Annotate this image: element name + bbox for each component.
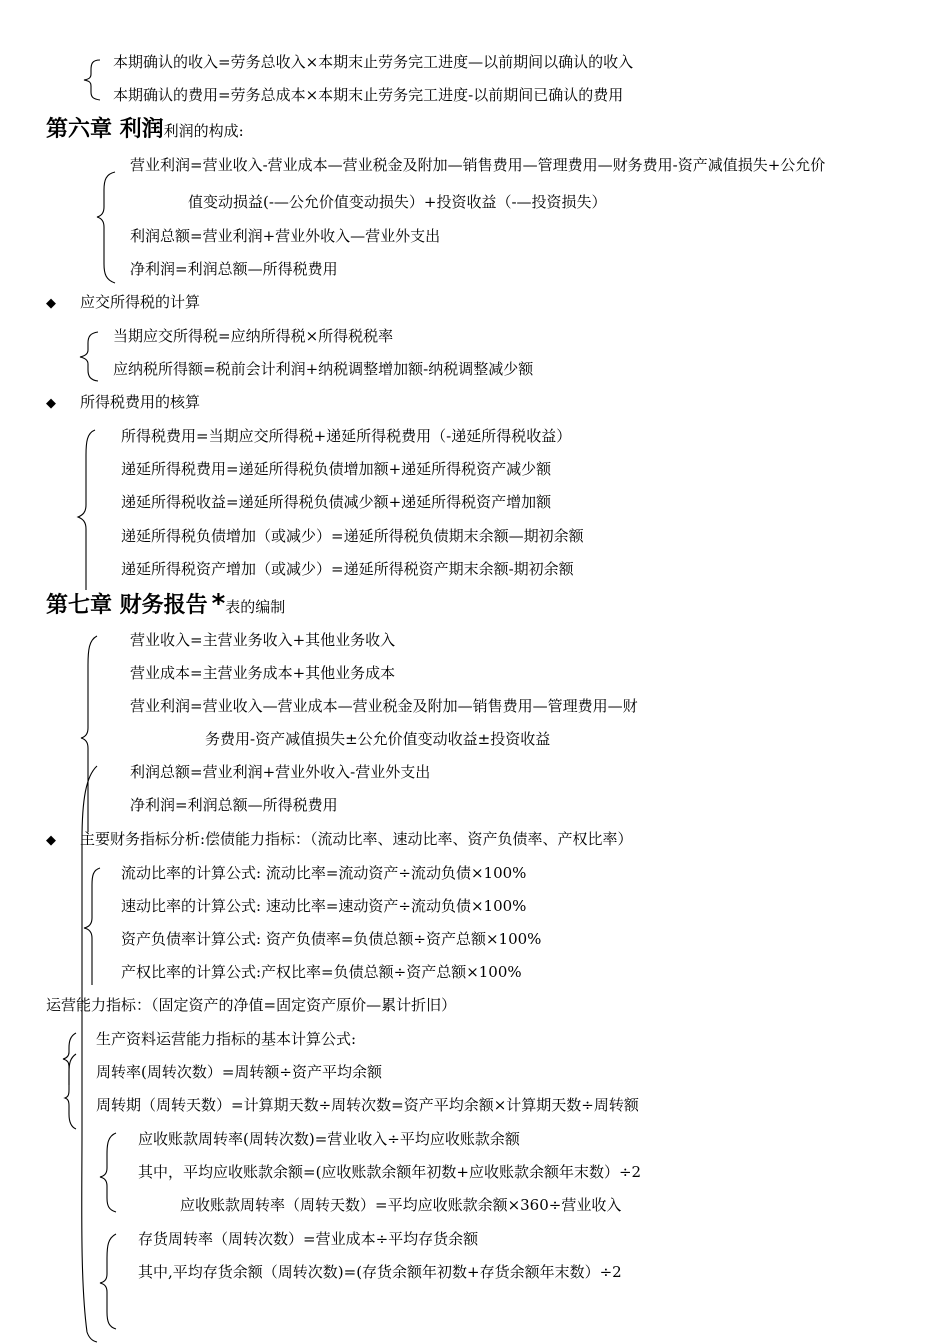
chapter6-heading: [46, 116, 244, 145]
brace-operating-b: [65, 1054, 76, 1129]
chapter6-title: 第六章 利润: [46, 117, 164, 142]
brace-expense: [78, 430, 95, 590]
brace-report: [81, 636, 97, 832]
brace-tax: [80, 332, 98, 381]
brace-inventory: [100, 1234, 116, 1329]
brace-profit: [97, 172, 115, 283]
expense-formula-1: 所得税费用=当期应交所得税+递延所得税费用（-递延所得税收益）: [121, 427, 572, 445]
inventory-average-balance: 其中,平均存货余额（周转次数)=(存货余额年初数+存货余额年末数）÷2: [138, 1263, 622, 1281]
expense-formula-4: 递延所得税负债增加（或减少）=递延所得税负债期末余额—期初余额: [121, 527, 584, 545]
brace-ch7-long: [82, 766, 97, 1342]
brace-ch5: [84, 60, 100, 100]
report-formula-revenue: 营业收入=主营业务收入+其他业务收入: [130, 631, 396, 649]
profit-formula-operating: 营业利润=营业收入-营业成本—营业税金及附加—销售费用—管理费用—财务费用-资产减值损失+公允价: [130, 156, 826, 174]
bullet-diamond: ◆: [46, 296, 56, 311]
tax-formula-taxable: 应纳税所得额=税前会计利润+纳税调整增加额-纳税调整减少额: [113, 360, 534, 378]
analysis-section-heading: [46, 829, 633, 851]
receivable-turnover-times: 应收账款周转率(周转次数)=营业收入÷平均应收账款余额: [138, 1130, 520, 1148]
profit-formula-total: 利润总额=营业利润+营业外收入—营业外支出: [130, 227, 441, 245]
solvency-debt-ratio: 资产负债率计算公式: 资产负债率=负债总额÷资产总额×100%: [121, 930, 542, 948]
chapter6-subtitle: 利润的构成:: [163, 122, 244, 140]
bullet-diamond: ◆: [46, 833, 56, 848]
bullet-diamond: ◆: [46, 396, 56, 411]
operating-basic-title: 生产资料运营能力指标的基本计算公式:: [96, 1030, 357, 1048]
report-formula-net: 净利润=利润总额—所得税费用: [130, 796, 338, 814]
ch5-line-revenue: 本期确认的收入=劳务总收入×本期末止劳务完工进度—以前期间以确认的收入: [113, 53, 634, 71]
receivable-turnover-days: 应收账款周转率（周转天数）=平均应收账款余额×360÷营业收入: [180, 1196, 622, 1214]
expense-section-heading: [46, 392, 200, 414]
receivable-average-balance: 其中，平均应收账款余额=(应收账款余额年初数+应收账款余额年末数）÷2: [138, 1163, 642, 1181]
brace-solvency: [84, 868, 100, 985]
tax-section-heading: [46, 292, 200, 314]
brace-receivable: [100, 1133, 116, 1212]
expense-heading-text: 所得税费用的核算: [80, 393, 201, 411]
chapter7-subtitle: 表的编制: [225, 598, 286, 616]
solvency-equity-ratio: 产权比率的计算公式:产权比率=负债总额÷资产总额×100%: [121, 963, 522, 981]
profit-formula-operating-cont: 值变动损益(-—公允价值变动损失）+投资收益（-—投资损失）: [188, 193, 607, 211]
profit-formula-net: 净利润=利润总额—所得税费用: [130, 260, 338, 278]
chapter7-heading: [46, 590, 285, 621]
solvency-current-ratio: 流动比率的计算公式: 流动比率=流动资产÷流动负债×100%: [121, 864, 527, 882]
chapter7-star: *: [211, 589, 226, 619]
tax-formula-current: 当期应交所得税=应纳所得税×所得税税率: [113, 327, 394, 345]
report-formula-total: 利润总额=营业利润+营业外收入-营业外支出: [130, 763, 431, 781]
expense-formula-2: 递延所得税费用=递延所得税负债增加额+递延所得税资产减少额: [121, 460, 552, 478]
expense-formula-3: 递延所得税收益=递延所得税负债减少额+递延所得税资产增加额: [121, 493, 552, 511]
expense-formula-5: 递延所得税资产增加（或减少）=递延所得税资产期末余额-期初余额: [121, 560, 574, 578]
report-formula-cost: 营业成本=主营业务成本+其他业务成本: [130, 664, 396, 682]
solvency-quick-ratio: 速动比率的计算公式: 速动比率=速动资产÷流动负债×100%: [121, 897, 527, 915]
chapter7-title: 第七章 财务报告: [46, 593, 208, 618]
analysis-heading-text: 主要财务指标分析:偿债能力指标：（流动比率、速动比率、资产负债率、产权比率）: [80, 830, 633, 848]
operating-turnover-period: 周转期（周转天数）=计算期天数÷周转次数=资产平均余额×计算期天数÷周转额: [96, 1096, 639, 1114]
tax-heading-text: 应交所得税的计算: [80, 293, 201, 311]
operating-heading: 运营能力指标：（固定资产的净值=固定资产原价—累计折旧）: [46, 996, 457, 1014]
inventory-turnover-times: 存货周转率（周转次数）=营业成本÷平均存货余额: [138, 1230, 479, 1248]
ch5-line-expense: 本期确认的费用=劳务总成本×本期末止劳务完工进度-以前期间已确认的费用: [113, 86, 624, 104]
report-formula-operating: 营业利润=营业收入—营业成本—营业税金及附加—销售费用—管理费用—财: [130, 697, 638, 715]
report-formula-operating-cont: 务费用-资产减值损失±公允价值变动收益±投资收益: [205, 730, 551, 748]
brace-operating-a: [63, 1033, 76, 1085]
operating-turnover-rate: 周转率(周转次数）=周转额÷资产平均余额: [96, 1063, 382, 1081]
